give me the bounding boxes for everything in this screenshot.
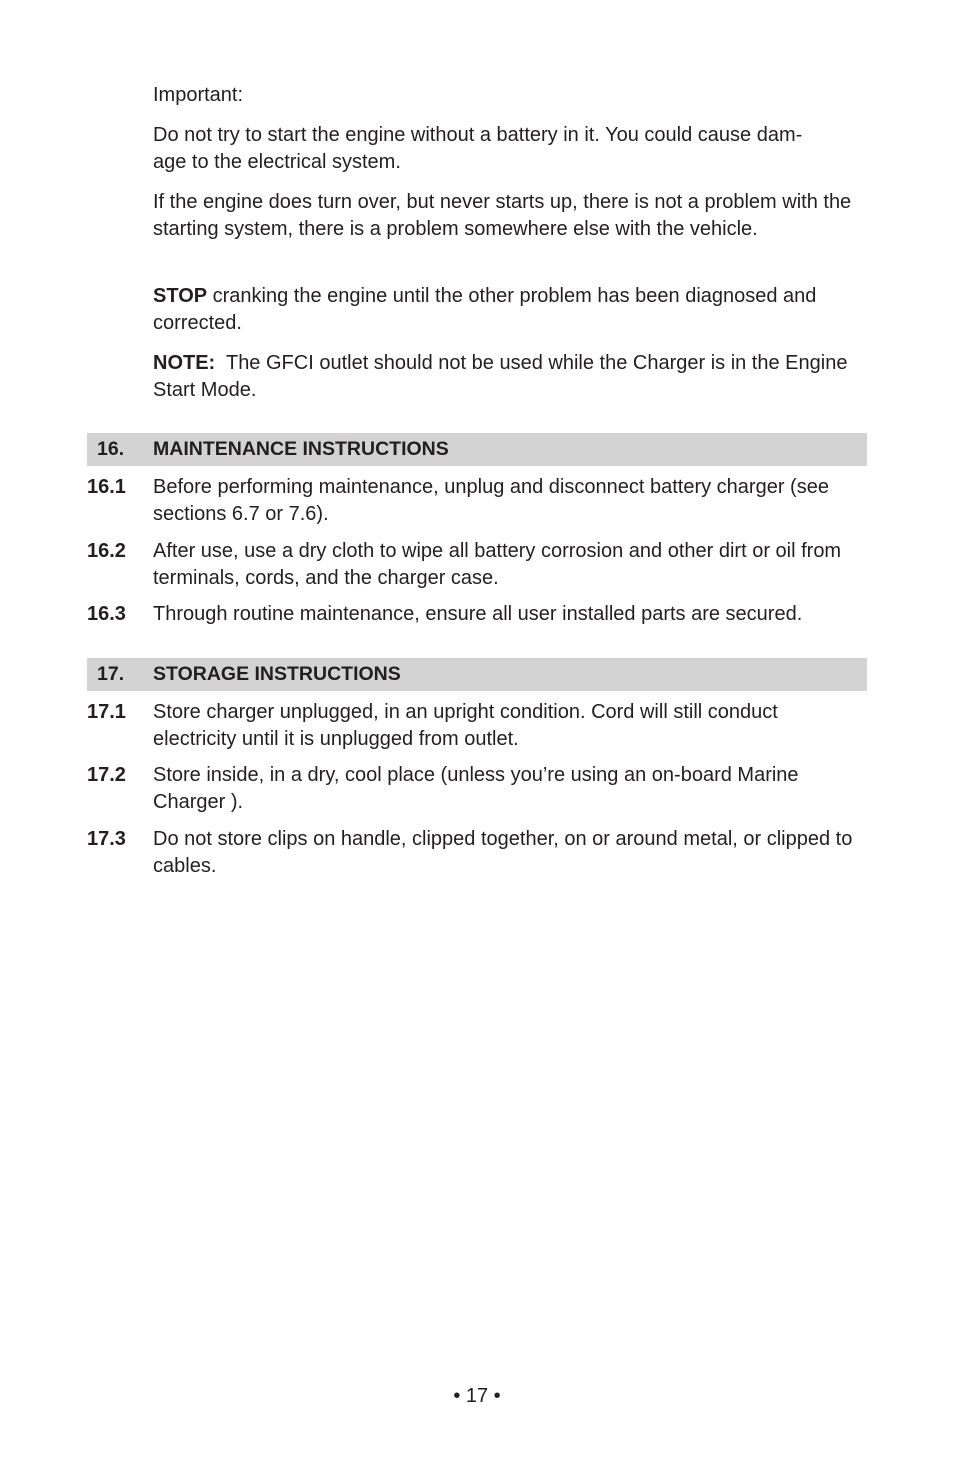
item-text: Do not store clips on handle, clipped together, on or around metal, or clipped to cables.: [153, 828, 853, 877]
paragraph-stop-cranking: [153, 283, 863, 336]
section-16-title: MAINTENANCE INSTRUCTIONS: [153, 438, 449, 460]
paragraph-no-battery: [153, 122, 863, 175]
item-text: After use, use a dry cloth to wipe all battery corrosion and other dirt or oil from terminals, cords, and the charger case.: [153, 540, 842, 589]
item-number: 17.1: [87, 701, 126, 723]
item-text: Before performing maintenance, unplug and disconnect battery charger (see sections 6.7 or 7.6).: [153, 476, 829, 525]
stop-text: cranking the engine until the other problem has been diagnosed and corrected.: [153, 285, 817, 334]
section-17-title: STORAGE INSTRUCTIONS: [153, 663, 401, 685]
section-16-header: [87, 433, 867, 466]
item-text: Store inside, in a dry, cool place (unless you’re using an on-board Marine Charger ).: [153, 764, 799, 813]
section-17-header: [87, 658, 867, 691]
page-number: • 17 •: [453, 1385, 501, 1407]
stop-emphasis: STOP: [153, 285, 208, 307]
paragraph-no-battery-line2: age to the electrical system.: [153, 150, 401, 173]
note-paragraph: [153, 350, 863, 403]
paragraph-no-battery-line1: Do not try to start the engine without a battery in it. You could cause dam-: [153, 124, 803, 146]
section-17-number: 17.: [97, 663, 125, 685]
note-label: NOTE:: [153, 352, 216, 374]
item-number: 16.1: [87, 476, 126, 498]
item-text: Through routine maintenance, ensure all user installed parts are secured.: [153, 603, 803, 625]
item-number: 16.3: [87, 603, 126, 625]
item-number: 17.2: [87, 764, 126, 786]
item-number: 16.2: [87, 540, 126, 562]
section-16-number: 16.: [97, 438, 125, 460]
item-number: 17.3: [87, 828, 126, 850]
important-label: Important:: [153, 84, 244, 106]
note-text: The GFCI outlet should not be used while the Charger is in the Engine Start Mode.: [153, 352, 854, 401]
item-text: Store charger unplugged, in an upright condition. Cord will still conduct electricity until it is unplugged from outlet.: [153, 701, 778, 750]
paragraph-engine-turns-over: If the engine does turn over, but never starts up, there is not a problem with the starting system, there is a problem somewhere else with the vehicle.: [153, 191, 852, 240]
